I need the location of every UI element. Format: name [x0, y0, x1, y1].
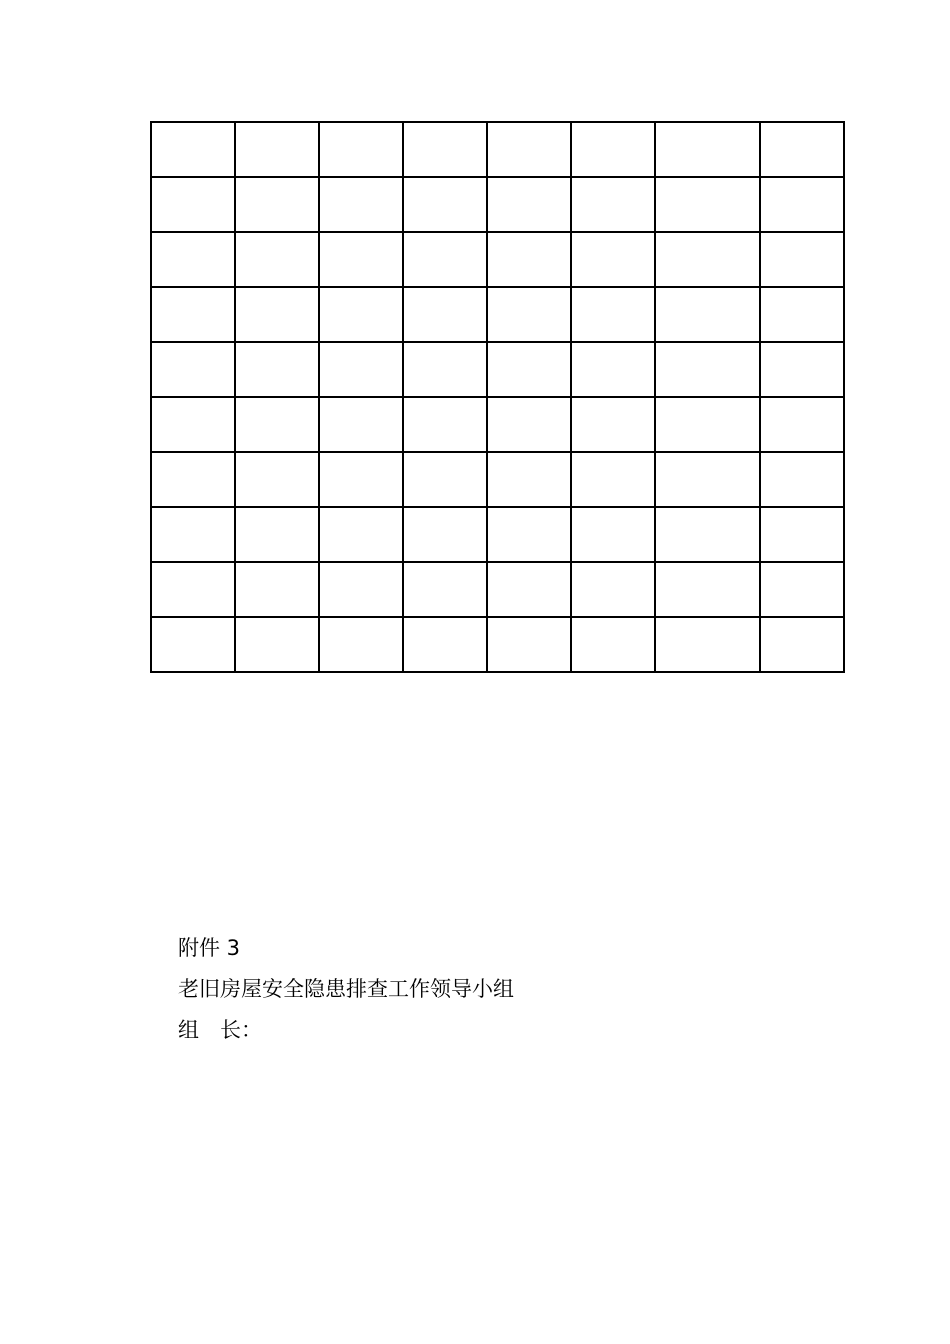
table-cell — [571, 452, 655, 507]
table-cell — [403, 342, 487, 397]
table-cell — [403, 232, 487, 287]
table-cell — [571, 397, 655, 452]
table-cell — [235, 342, 319, 397]
table-cell — [487, 617, 571, 672]
table-row — [151, 562, 844, 617]
table-cell — [655, 122, 760, 177]
table-cell — [151, 562, 235, 617]
table-cell — [403, 507, 487, 562]
table-row — [151, 122, 844, 177]
table-cell — [403, 177, 487, 232]
table-cell — [319, 342, 403, 397]
table-cell — [487, 342, 571, 397]
table-cell — [655, 177, 760, 232]
table-cell — [571, 122, 655, 177]
table-cell — [655, 397, 760, 452]
table-cell — [319, 177, 403, 232]
table-cell — [235, 562, 319, 617]
table-cell — [403, 122, 487, 177]
table-cell — [571, 562, 655, 617]
table-cell — [151, 507, 235, 562]
table-row — [151, 177, 844, 232]
table-cell — [571, 177, 655, 232]
table-cell — [319, 452, 403, 507]
table-cell — [151, 177, 235, 232]
table-cell — [760, 507, 844, 562]
table-row — [151, 397, 844, 452]
table-cell — [235, 122, 319, 177]
table-cell — [403, 397, 487, 452]
table-row — [151, 452, 844, 507]
table-cell — [235, 507, 319, 562]
table-body — [151, 122, 844, 672]
table-cell — [403, 617, 487, 672]
table-row — [151, 342, 844, 397]
table-cell — [403, 562, 487, 617]
table-cell — [151, 452, 235, 507]
table-cell — [760, 342, 844, 397]
table-cell — [151, 342, 235, 397]
table-row — [151, 232, 844, 287]
table-cell — [655, 617, 760, 672]
table-cell — [151, 287, 235, 342]
table-cell — [235, 617, 319, 672]
table-cell — [760, 397, 844, 452]
table-cell — [235, 287, 319, 342]
attachment-label: 附件 3 — [178, 936, 241, 960]
table-cell — [571, 287, 655, 342]
table-cell — [760, 452, 844, 507]
table-cell — [760, 287, 844, 342]
table-cell — [235, 232, 319, 287]
table-cell — [760, 562, 844, 617]
table-cell — [487, 122, 571, 177]
table-cell — [760, 617, 844, 672]
blank-form-table — [150, 121, 845, 673]
table-cell — [571, 507, 655, 562]
table-cell — [319, 617, 403, 672]
table-cell — [655, 452, 760, 507]
table-cell — [487, 452, 571, 507]
table-cell — [760, 232, 844, 287]
table-cell — [319, 562, 403, 617]
table-cell — [571, 342, 655, 397]
table-cell — [319, 507, 403, 562]
table-cell — [487, 507, 571, 562]
table-cell — [760, 177, 844, 232]
table-row — [151, 287, 844, 342]
table-row — [151, 507, 844, 562]
table-cell — [655, 287, 760, 342]
table-cell — [319, 232, 403, 287]
table-cell — [235, 177, 319, 232]
table-cell — [487, 232, 571, 287]
table-cell — [403, 452, 487, 507]
table-cell — [403, 287, 487, 342]
table-cell — [487, 177, 571, 232]
table-cell — [487, 562, 571, 617]
table-cell — [655, 507, 760, 562]
table-cell — [151, 397, 235, 452]
table-cell — [235, 452, 319, 507]
table-cell — [319, 287, 403, 342]
group-leader-label: 组 长： — [178, 1018, 262, 1042]
table-cell — [487, 287, 571, 342]
table-cell — [151, 232, 235, 287]
table-cell — [655, 342, 760, 397]
table-cell — [151, 122, 235, 177]
table-cell — [151, 617, 235, 672]
leadership-group-title: 老旧房屋安全隐患排查工作领导小组 — [178, 977, 514, 1001]
table-cell — [319, 397, 403, 452]
table-row — [151, 617, 844, 672]
table-cell — [655, 232, 760, 287]
table-cell — [319, 122, 403, 177]
table-cell — [487, 397, 571, 452]
table-cell — [571, 232, 655, 287]
table-cell — [571, 617, 655, 672]
table-cell — [235, 397, 319, 452]
table-cell — [760, 122, 844, 177]
table-cell — [655, 562, 760, 617]
